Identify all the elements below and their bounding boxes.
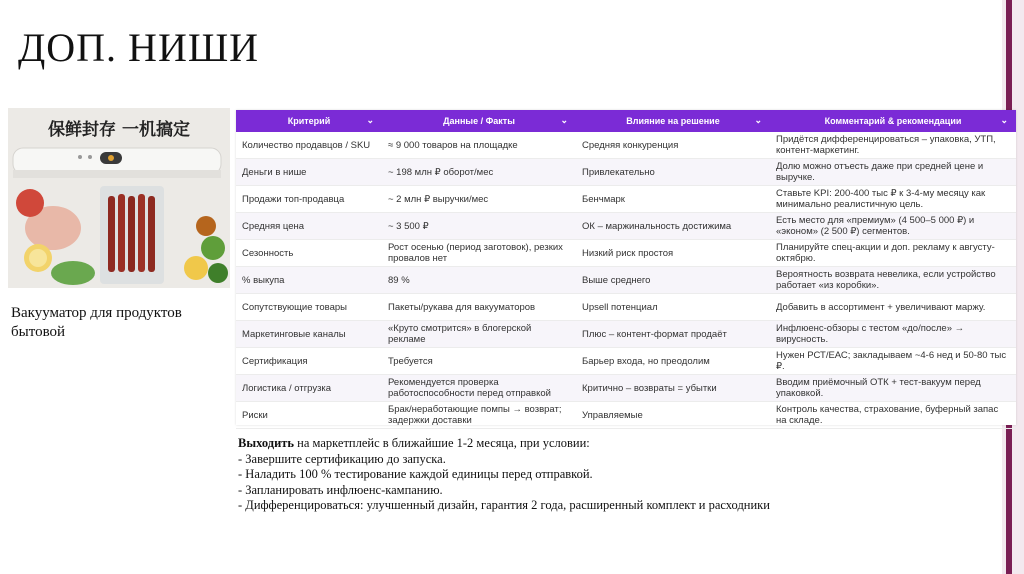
table-cell: Вводим приёмочный ОТК + тест-вакуум перед упаковкой. [770, 375, 1016, 402]
table-row [236, 132, 1016, 159]
table-cell: Сезонность [236, 240, 382, 267]
column-header[interactable]: Влияние на решение ⌄ [626, 115, 762, 126]
table-cell: ~ 2 млн ₽ выручки/мес [382, 186, 576, 213]
table-cell: Долю можно отъесть даже при средней цене и выручке. [770, 159, 1016, 186]
table-cell: Бенчмарк [576, 186, 770, 213]
table-cell: ~ 3 500 ₽ [382, 213, 576, 240]
table-cell: Логистика / отгрузка [236, 375, 382, 402]
chevron-down-icon: ⌄ [366, 115, 374, 125]
table-row [236, 402, 1016, 429]
table-cell: % выкупа [236, 267, 382, 294]
table-cell: Маркетинговые каналы [236, 321, 382, 348]
table-cell: Продажи топ-продавца [236, 186, 382, 213]
table-cell: Количество продавцов / SKU [236, 132, 382, 159]
table-cell: Сопутствующие товары [236, 294, 382, 321]
table-cell: Риски [236, 402, 382, 429]
table-cell: Средняя конкуренция [576, 132, 770, 159]
table-row [236, 294, 1016, 321]
table-cell: Выше среднего [576, 267, 770, 294]
table-cell: Деньги в нише [236, 159, 382, 186]
table-row [236, 348, 1016, 375]
table-cell: Инфлюенс-обзоры с тестом «до/после» → вирусность. [770, 321, 1016, 348]
niche-analysis-table [236, 110, 1016, 425]
table-cell: ~ 198 млн ₽ оборот/мес [382, 159, 576, 186]
conclusion-lead-rest: на маркетплейс в ближайшие 1-2 месяца, при условии: [294, 436, 590, 450]
table-cell: ≈ 9 000 товаров на площадке [382, 132, 576, 159]
table-cell: Планируйте спец-акции и доп. рекламу к августу-октябрю. [770, 240, 1016, 267]
table-cell: Рост осенью (период заготовок), резких провалов нет [382, 240, 576, 267]
table-cell: Брак/неработающие помпы → возврат; задержки доставки [382, 402, 576, 429]
chevron-down-icon: ⌄ [560, 115, 568, 125]
table-cell: Ставьте KPI: 200-400 тыс ₽ к 3-4-му месяцу как минимально реалистичную цель. [770, 186, 1016, 213]
table-cell: Добавить в ассортимент + увеличивают маржу. [770, 294, 1016, 321]
table-cell: Низкий риск простоя [576, 240, 770, 267]
table-row [236, 321, 1016, 348]
table-cell: «Круто смотрится» в блогерской рекламе [382, 321, 576, 348]
table-cell: Есть место для «премиум» (4 500–5 000 ₽) и «эконом» (2 500 ₽) сегментов. [770, 213, 1016, 240]
table-cell: ОК – маржинальность достижима [576, 213, 770, 240]
table-cell: Критично – возвраты = убытки [576, 375, 770, 402]
product-caption: Вакууматор для продуктов бытовой [11, 305, 182, 340]
table-row [236, 240, 1016, 267]
table-cell: Средняя цена [236, 213, 382, 240]
table-cell: Управляемые [576, 402, 770, 429]
column-header[interactable]: Критерий ⌄ [287, 115, 374, 126]
conclusion-item: - Завершите сертификацию до запуска. [238, 451, 446, 466]
chevron-down-icon: ⌄ [754, 115, 762, 125]
table-header-row [236, 110, 1016, 132]
table-cell: Привлекательно [576, 159, 770, 186]
table-row [236, 267, 1016, 294]
table-cell: Требуется [382, 348, 576, 375]
table-cell: Upsell потенциал [576, 294, 770, 321]
slide-title: ДОП. НИШИ [18, 25, 260, 70]
table-cell: Рекомендуется проверка работоспособности перед отправкой [382, 375, 576, 402]
conclusion-lead-bold: Выходить [238, 436, 295, 450]
table-cell: Контроль качества, страхование, буферный запас на складе. [770, 402, 1016, 429]
conclusion-item: - Наладить 100 % тестирование каждой единицы перед отправкой. [238, 467, 593, 481]
conclusion-item: - Дифференцироваться: улучшенный дизайн, гарантия 2 года, расширенный комплект и расходники [238, 498, 770, 512]
table-row [236, 213, 1016, 240]
table-cell: Барьер входа, но преодолим [576, 348, 770, 375]
conclusion-block [238, 436, 798, 514]
table-cell: Придётся дифференцироваться – упаковка, УТП, контент-маркетинг. [770, 132, 1016, 159]
vacuum-sealer-image [8, 108, 230, 288]
table-cell: 89 % [382, 267, 576, 294]
table-row [236, 186, 1016, 213]
table-cell: Пакеты/рукава для вакууматоров [382, 294, 576, 321]
column-header[interactable]: Комментарий & рекомендации ⌄ [824, 115, 1008, 126]
conclusion-lead [238, 436, 798, 452]
product-photo [8, 108, 230, 288]
table-row [236, 375, 1016, 402]
photo-banner-text: 保鲜封存 一机搞定 [48, 120, 190, 140]
table-cell: Нужен РСТ/ЕАС; закладываем ~4-6 нед и 50-80 тыс ₽. [770, 348, 1016, 375]
conclusion-item: - Запланировать инфлюенс-кампанию. [238, 482, 443, 497]
table-cell: Вероятность возврата невелика, если устройство работает «из коробки». [770, 267, 1016, 294]
column-header[interactable]: Данные / Факты ⌄ [443, 115, 568, 126]
table-row [236, 159, 1016, 186]
chevron-down-icon: ⌄ [1000, 115, 1008, 125]
table-cell: Плюс – контент-формат продаёт [576, 321, 770, 348]
table-cell: Сертификация [236, 348, 382, 375]
